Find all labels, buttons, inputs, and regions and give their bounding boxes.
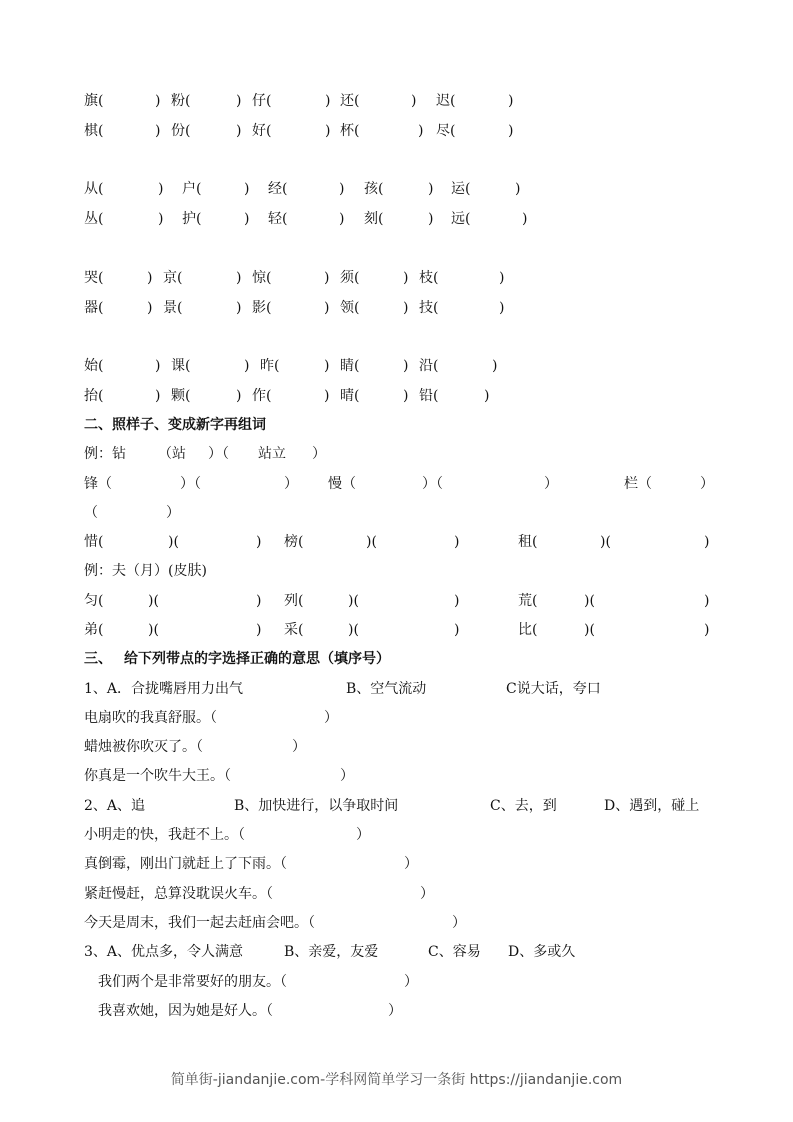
word-label: 哭(: [84, 270, 104, 286]
word-label: 运(: [451, 181, 471, 197]
option: 2、A、追: [84, 798, 146, 814]
exercise-item: ): [454, 622, 460, 638]
blank-close: ): [244, 181, 250, 197]
blank-close: ): [403, 358, 409, 374]
exercise-item: ）: [700, 476, 714, 492]
exercise-item: 比(: [518, 622, 538, 638]
option: C、容易: [428, 944, 481, 960]
word-label: 器(: [84, 300, 104, 316]
example-label: 例：钻: [84, 446, 126, 462]
answer-blank-close: ）: [452, 915, 466, 931]
example-part: （站: [158, 446, 186, 462]
exercise-row: [0, 472, 793, 496]
question-item: [0, 882, 793, 906]
answer-blank-close: ）: [404, 974, 418, 990]
exercise-item: ）（: [180, 476, 201, 492]
word-label: 京(: [163, 270, 183, 286]
option: B、空气流动: [346, 681, 427, 697]
blank-close: ): [324, 300, 330, 316]
blank-close: ): [324, 358, 330, 374]
word-label: 晴(: [340, 388, 360, 404]
exercise-item: 弟(: [84, 622, 104, 638]
blank-close: ): [484, 388, 490, 404]
question-item: [0, 706, 793, 730]
question-item: [0, 823, 793, 847]
blank-close: ): [158, 181, 164, 197]
word-label: 还(: [340, 93, 360, 109]
word-label: 好(: [252, 123, 272, 139]
option: D、多或久: [508, 944, 576, 960]
blank-close: ): [339, 211, 345, 227]
exercise-item: ）: [284, 476, 298, 492]
example-part: ）: [312, 446, 326, 462]
exercise-item: 采(: [284, 622, 304, 638]
exercise-item: )(: [148, 622, 159, 638]
blank-close: ): [339, 181, 345, 197]
exercise-item: 列(: [284, 593, 304, 609]
exercise-item: （: [84, 505, 98, 521]
question-text: 蜡烛被你吹灭了。（: [84, 739, 203, 755]
blank-close: ): [508, 93, 514, 109]
blank-close: ): [522, 211, 528, 227]
question-item: [0, 911, 793, 935]
word-row: [0, 207, 793, 231]
word-label: 棋(: [84, 123, 104, 139]
blank-close: ): [236, 123, 242, 139]
exercise-item: ): [256, 622, 262, 638]
blank-close: ): [403, 300, 409, 316]
word-label: 抬(: [84, 388, 104, 404]
word-label: 刻(: [364, 211, 384, 227]
word-label: 昨(: [260, 358, 280, 374]
answer-blank-close: ）: [292, 739, 306, 755]
question-text: 今天是周末，我们一起去赶庙会吧。（: [84, 915, 315, 931]
exercise-item: )(: [168, 534, 179, 550]
exercise-item: ): [704, 534, 710, 550]
word-label: 铅(: [419, 388, 439, 404]
option: B、亲爱，友爱: [284, 944, 379, 960]
exercise-item: 慢（: [328, 476, 356, 492]
question-item: [0, 852, 793, 876]
option: D、遇到，碰上: [604, 798, 700, 814]
question-text: 紧赶慢赶，总算没耽误火车。（: [84, 886, 273, 902]
exercise-item: ): [704, 622, 710, 638]
example-part: ）（: [208, 446, 229, 462]
question-options: [0, 677, 793, 701]
exercise-item: 租(: [518, 534, 538, 550]
exercise-item: )(: [600, 534, 611, 550]
blank-close: ): [147, 300, 153, 316]
exercise-item: ): [454, 593, 460, 609]
question-item: [0, 999, 793, 1023]
word-label: 领(: [340, 300, 360, 316]
question-text: 小明走的快，我赶不上。（: [84, 827, 245, 843]
blank-close: ): [515, 181, 521, 197]
word-label: 作(: [252, 388, 272, 404]
exercise-row: [0, 530, 793, 554]
blank-close: ): [492, 358, 498, 374]
word-label: 孩(: [364, 181, 384, 197]
question-text: 电扇吹的我真舒服。（: [84, 710, 217, 726]
blank-close: ): [155, 93, 161, 109]
word-label: 仔(: [252, 93, 272, 109]
word-label: 旗(: [84, 93, 104, 109]
section-heading-number: 三、: [84, 651, 112, 667]
blank-close: ): [324, 388, 330, 404]
exercise-item: )(: [366, 534, 377, 550]
word-label: 杯(: [340, 123, 360, 139]
exercise-item: )(: [348, 622, 359, 638]
blank-close: ): [236, 388, 242, 404]
word-row: [0, 119, 793, 143]
answer-blank-close: ）: [324, 710, 338, 726]
exercise-row: [0, 618, 793, 642]
option: C、去，到: [490, 798, 557, 814]
word-label: 护(: [182, 211, 202, 227]
word-label: 份(: [171, 123, 191, 139]
question-item: [0, 764, 793, 788]
word-label: 睛(: [340, 358, 360, 374]
word-label: 经(: [268, 181, 288, 197]
answer-blank-close: ）: [404, 856, 418, 872]
word-row: [0, 296, 793, 320]
answer-blank-close: ）: [340, 768, 354, 784]
blank-close: ): [236, 300, 242, 316]
answer-blank-close: ）: [388, 1003, 402, 1019]
word-label: 始(: [84, 358, 104, 374]
word-label: 景(: [163, 300, 183, 316]
word-label: 轻(: [268, 211, 288, 227]
question-text: 我喜欢她，因为她是好人。（: [98, 1003, 273, 1019]
exercise-item: )(: [348, 593, 359, 609]
word-row: [0, 354, 793, 378]
word-label: 惊(: [252, 270, 272, 286]
blank-close: ): [324, 270, 330, 286]
exercise-item: ）: [166, 505, 180, 521]
section-heading-row: [0, 647, 793, 671]
word-label: 颗(: [171, 388, 191, 404]
blank-close: ): [403, 388, 409, 404]
exercise-item: ): [454, 534, 460, 550]
word-row: [0, 266, 793, 290]
section-heading: 二、照样子、变成新字再组词: [84, 417, 266, 433]
blank-close: ): [325, 123, 331, 139]
exercise-item: ）: [544, 476, 558, 492]
section-heading-row: [0, 413, 793, 437]
blank-close: ): [325, 93, 331, 109]
blank-close: ): [403, 270, 409, 286]
exercise-item: 匀(: [84, 593, 104, 609]
exercise-item: ): [256, 593, 262, 609]
word-label: 技(: [419, 300, 439, 316]
word-label: 沿(: [419, 358, 439, 374]
exercise-item: 榜(: [284, 534, 304, 550]
exercise-item: )(: [584, 622, 595, 638]
exercise-item: 栏（: [624, 476, 652, 492]
word-label: 课(: [171, 358, 191, 374]
question-item: [0, 970, 793, 994]
word-row: [0, 177, 793, 201]
exercise-row-wrap: [0, 501, 793, 525]
question-item: [0, 735, 793, 759]
example-row: [0, 559, 793, 583]
blank-close: ): [244, 211, 250, 227]
blank-close: ): [236, 270, 242, 286]
blank-close: ): [411, 93, 417, 109]
blank-close: ): [418, 123, 424, 139]
word-label: 户(: [182, 181, 202, 197]
question-options: [0, 794, 793, 818]
word-label: 丛(: [84, 211, 104, 227]
option: B、加快进行，以争取时间: [234, 798, 399, 814]
blank-close: ): [155, 388, 161, 404]
question-text: 你真是一个吹牛大王。（: [84, 768, 231, 784]
word-label: 枝(: [419, 270, 439, 286]
question-text: 我们两个是非常要好的朋友。（: [98, 974, 287, 990]
word-row: [0, 384, 793, 408]
question-text: 真倒霉，刚出门就赶上了下雨。（: [84, 856, 287, 872]
blank-close: ): [499, 300, 505, 316]
blank-close: ): [147, 270, 153, 286]
blank-close: ): [236, 93, 242, 109]
exercise-item: ): [256, 534, 262, 550]
section-heading: 给下列带点的字选择正确的意思（填序号）: [124, 651, 390, 667]
exercise-item: )(: [148, 593, 159, 609]
blank-close: ): [155, 358, 161, 374]
word-row: [0, 89, 793, 113]
blank-close: ): [155, 123, 161, 139]
option: C说大话，夸口: [506, 681, 601, 697]
example-part: 站立: [258, 446, 286, 462]
page-footer: 简单街-jiandanjie.com-学科网简单学习一条街 https://jiandanjie.com: [170, 1072, 623, 1088]
blank-close: ): [428, 211, 434, 227]
word-label: 远(: [451, 211, 471, 227]
exercise-item: 锋（: [84, 476, 112, 492]
word-label: 从(: [84, 181, 104, 197]
exercise-item: 惜(: [84, 534, 104, 550]
word-label: 须(: [340, 270, 360, 286]
blank-close: ): [508, 123, 514, 139]
answer-blank-close: ）: [420, 886, 434, 902]
exercise-item: ): [704, 593, 710, 609]
answer-blank-close: ）: [356, 827, 370, 843]
word-label: 影(: [252, 300, 272, 316]
option: 1、A．合拢嘴唇用力出气: [84, 681, 244, 697]
blank-close: ): [158, 211, 164, 227]
exercise-item: ）（: [422, 476, 443, 492]
example-row: [0, 442, 793, 466]
option: 3、A、优点多，令人满意: [84, 944, 244, 960]
exercise-item: 荒(: [518, 593, 538, 609]
blank-close: ): [244, 358, 250, 374]
blank-close: ): [499, 270, 505, 286]
exercise-item: )(: [584, 593, 595, 609]
question-options: [0, 940, 793, 964]
word-label: 粉(: [171, 93, 191, 109]
exercise-row: [0, 589, 793, 613]
word-label: 迟(: [436, 93, 456, 109]
word-label: 尽(: [436, 123, 456, 139]
blank-close: ): [428, 181, 434, 197]
example-label: 例：夫（月）(皮肤): [84, 563, 207, 579]
